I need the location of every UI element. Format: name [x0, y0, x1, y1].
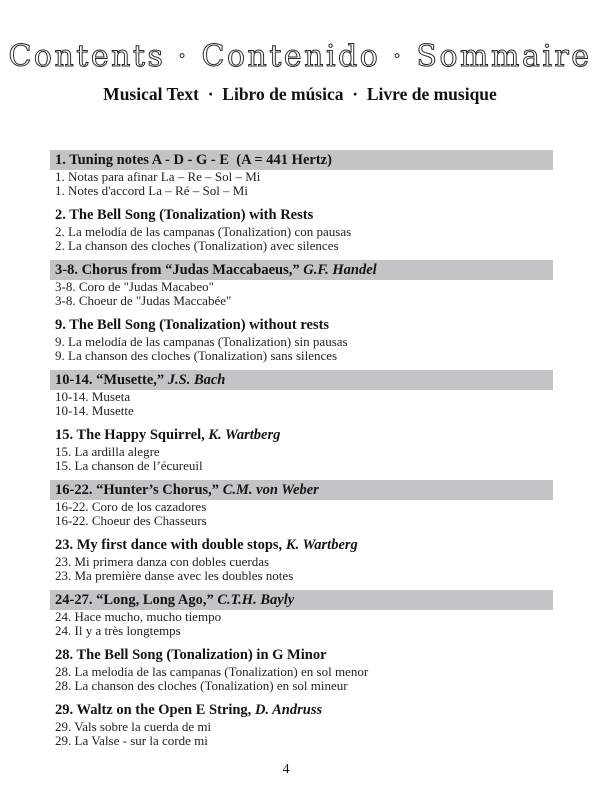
- toc-entry: [50, 150, 553, 197]
- toc-entry: [50, 370, 553, 417]
- entry-heading: [50, 150, 553, 170]
- entry-heading: [50, 425, 553, 445]
- entry-title: 10-14. “Musette,”: [55, 372, 168, 388]
- page-title-engraved: [0, 24, 600, 80]
- entry-title: 23. My first dance with double stops,: [55, 537, 286, 553]
- entry-line-spanish: 23. Mi primera danza con dobles cuerdas: [55, 554, 270, 569]
- entry-heading: [50, 700, 553, 720]
- page-subtitle: Musical Text · Libro de música · Livre de musique: [103, 84, 497, 104]
- toc-list: [50, 150, 553, 755]
- entry-composer: K. Wartberg: [285, 537, 358, 553]
- entry-line-spanish: 24. Hace mucho, mucho tiempo: [55, 609, 222, 624]
- entry-title: 3-8. Chorus from “Judas Maccabaeus,”: [55, 262, 304, 278]
- entry-composer: G.F. Handel: [303, 262, 377, 278]
- entry-heading: [50, 535, 553, 555]
- entry-line-french: 2. La chanson des cloches (Tonalization) avec silences: [55, 237, 339, 253]
- entry-line-spanish: 29. Vals sobre la cuerda de mi: [55, 719, 212, 734]
- toc-entry: [50, 260, 553, 307]
- entry-title: 9. The Bell Song (Tonalization) without rests: [55, 317, 330, 333]
- entry-line-french: 28. La chanson des cloches (Tonalization) en sol mineur: [55, 677, 348, 693]
- entry-line-french: 16-22. Choeur des Chasseurs: [55, 512, 207, 528]
- entry-line-spanish: 1. Notas para afinar La – Re – Sol – Mi: [55, 169, 261, 184]
- entry-line-french: 15. La chanson de l’écureuil: [55, 457, 203, 473]
- entry-title: 2. The Bell Song (Tonalization) with Rests: [55, 207, 314, 223]
- entry-line-french: 23. Ma première danse avec les doubles notes: [55, 567, 294, 583]
- entry-line-french: 24. Il y a très longtemps: [55, 622, 181, 638]
- entry-title: 16-22. “Hunter’s Chorus,”: [55, 482, 223, 498]
- entry-line-french: 9. La chanson des cloches (Tonalization) sans silences: [55, 347, 338, 363]
- entry-title: 29. Waltz on the Open E String,: [55, 702, 255, 718]
- entry-heading: [50, 480, 553, 500]
- toc-entry: [50, 535, 553, 582]
- entry-line-french: 1. Notes d'accord La – Ré – Sol – Mi: [55, 182, 248, 198]
- entry-composer: D. Andruss: [254, 702, 323, 718]
- entry-composer: C.M. von Weber: [222, 482, 319, 498]
- entry-line-spanish: 2. La melodía de las campanas (Tonalization) con pausas: [55, 224, 352, 239]
- entry-title: 1. Tuning notes A - D - G - E (A = 441 Hertz): [55, 152, 332, 168]
- entry-line-spanish: 16-22. Coro de los cazadores: [55, 499, 207, 514]
- entry-line-spanish: 28. La melodía de las campanas (Tonalization) en sol menor: [55, 664, 369, 679]
- entry-heading: [50, 370, 553, 390]
- entry-line-french: 3-8. Choeur de "Judas Maccabée": [55, 292, 232, 308]
- entry-line-spanish: 3-8. Coro de "Judas Macabeo": [55, 279, 214, 294]
- entry-heading: [50, 590, 553, 610]
- toc-entry: [50, 590, 553, 637]
- entry-composer: J.S. Bach: [167, 372, 226, 388]
- toc-entry: [50, 480, 553, 527]
- page-number: 4: [282, 762, 290, 777]
- entry-line-spanish: 9. La melodía de las campanas (Tonalization) sin pausas: [55, 334, 348, 349]
- page-title: Contents · Contenido · Sommaire: [8, 39, 592, 74]
- entry-line-spanish: 15. La ardilla alegre: [55, 444, 160, 459]
- toc-entry: [50, 700, 553, 747]
- toc-entry: [50, 425, 553, 472]
- entry-composer: K. Wartberg: [208, 427, 281, 443]
- entry-heading: [50, 645, 553, 665]
- entry-title: 28. The Bell Song (Tonalization) in G Minor: [55, 647, 327, 663]
- entry-line-french: 29. La Valse - sur la corde mi: [55, 732, 208, 748]
- toc-entry: [50, 645, 553, 692]
- entry-composer: C.T.H. Bayly: [217, 592, 295, 608]
- entry-line-spanish: 10-14. Museta: [55, 389, 131, 404]
- entry-title: 24-27. “Long, Long Ago,”: [55, 592, 218, 608]
- entry-heading: [50, 205, 553, 225]
- entry-heading: [50, 260, 553, 280]
- entry-line-french: 10-14. Musette: [55, 402, 134, 418]
- toc-entry: [50, 205, 553, 252]
- entry-heading: [50, 315, 553, 335]
- entry-title: 15. The Happy Squirrel,: [55, 427, 209, 443]
- toc-entry: [50, 315, 553, 362]
